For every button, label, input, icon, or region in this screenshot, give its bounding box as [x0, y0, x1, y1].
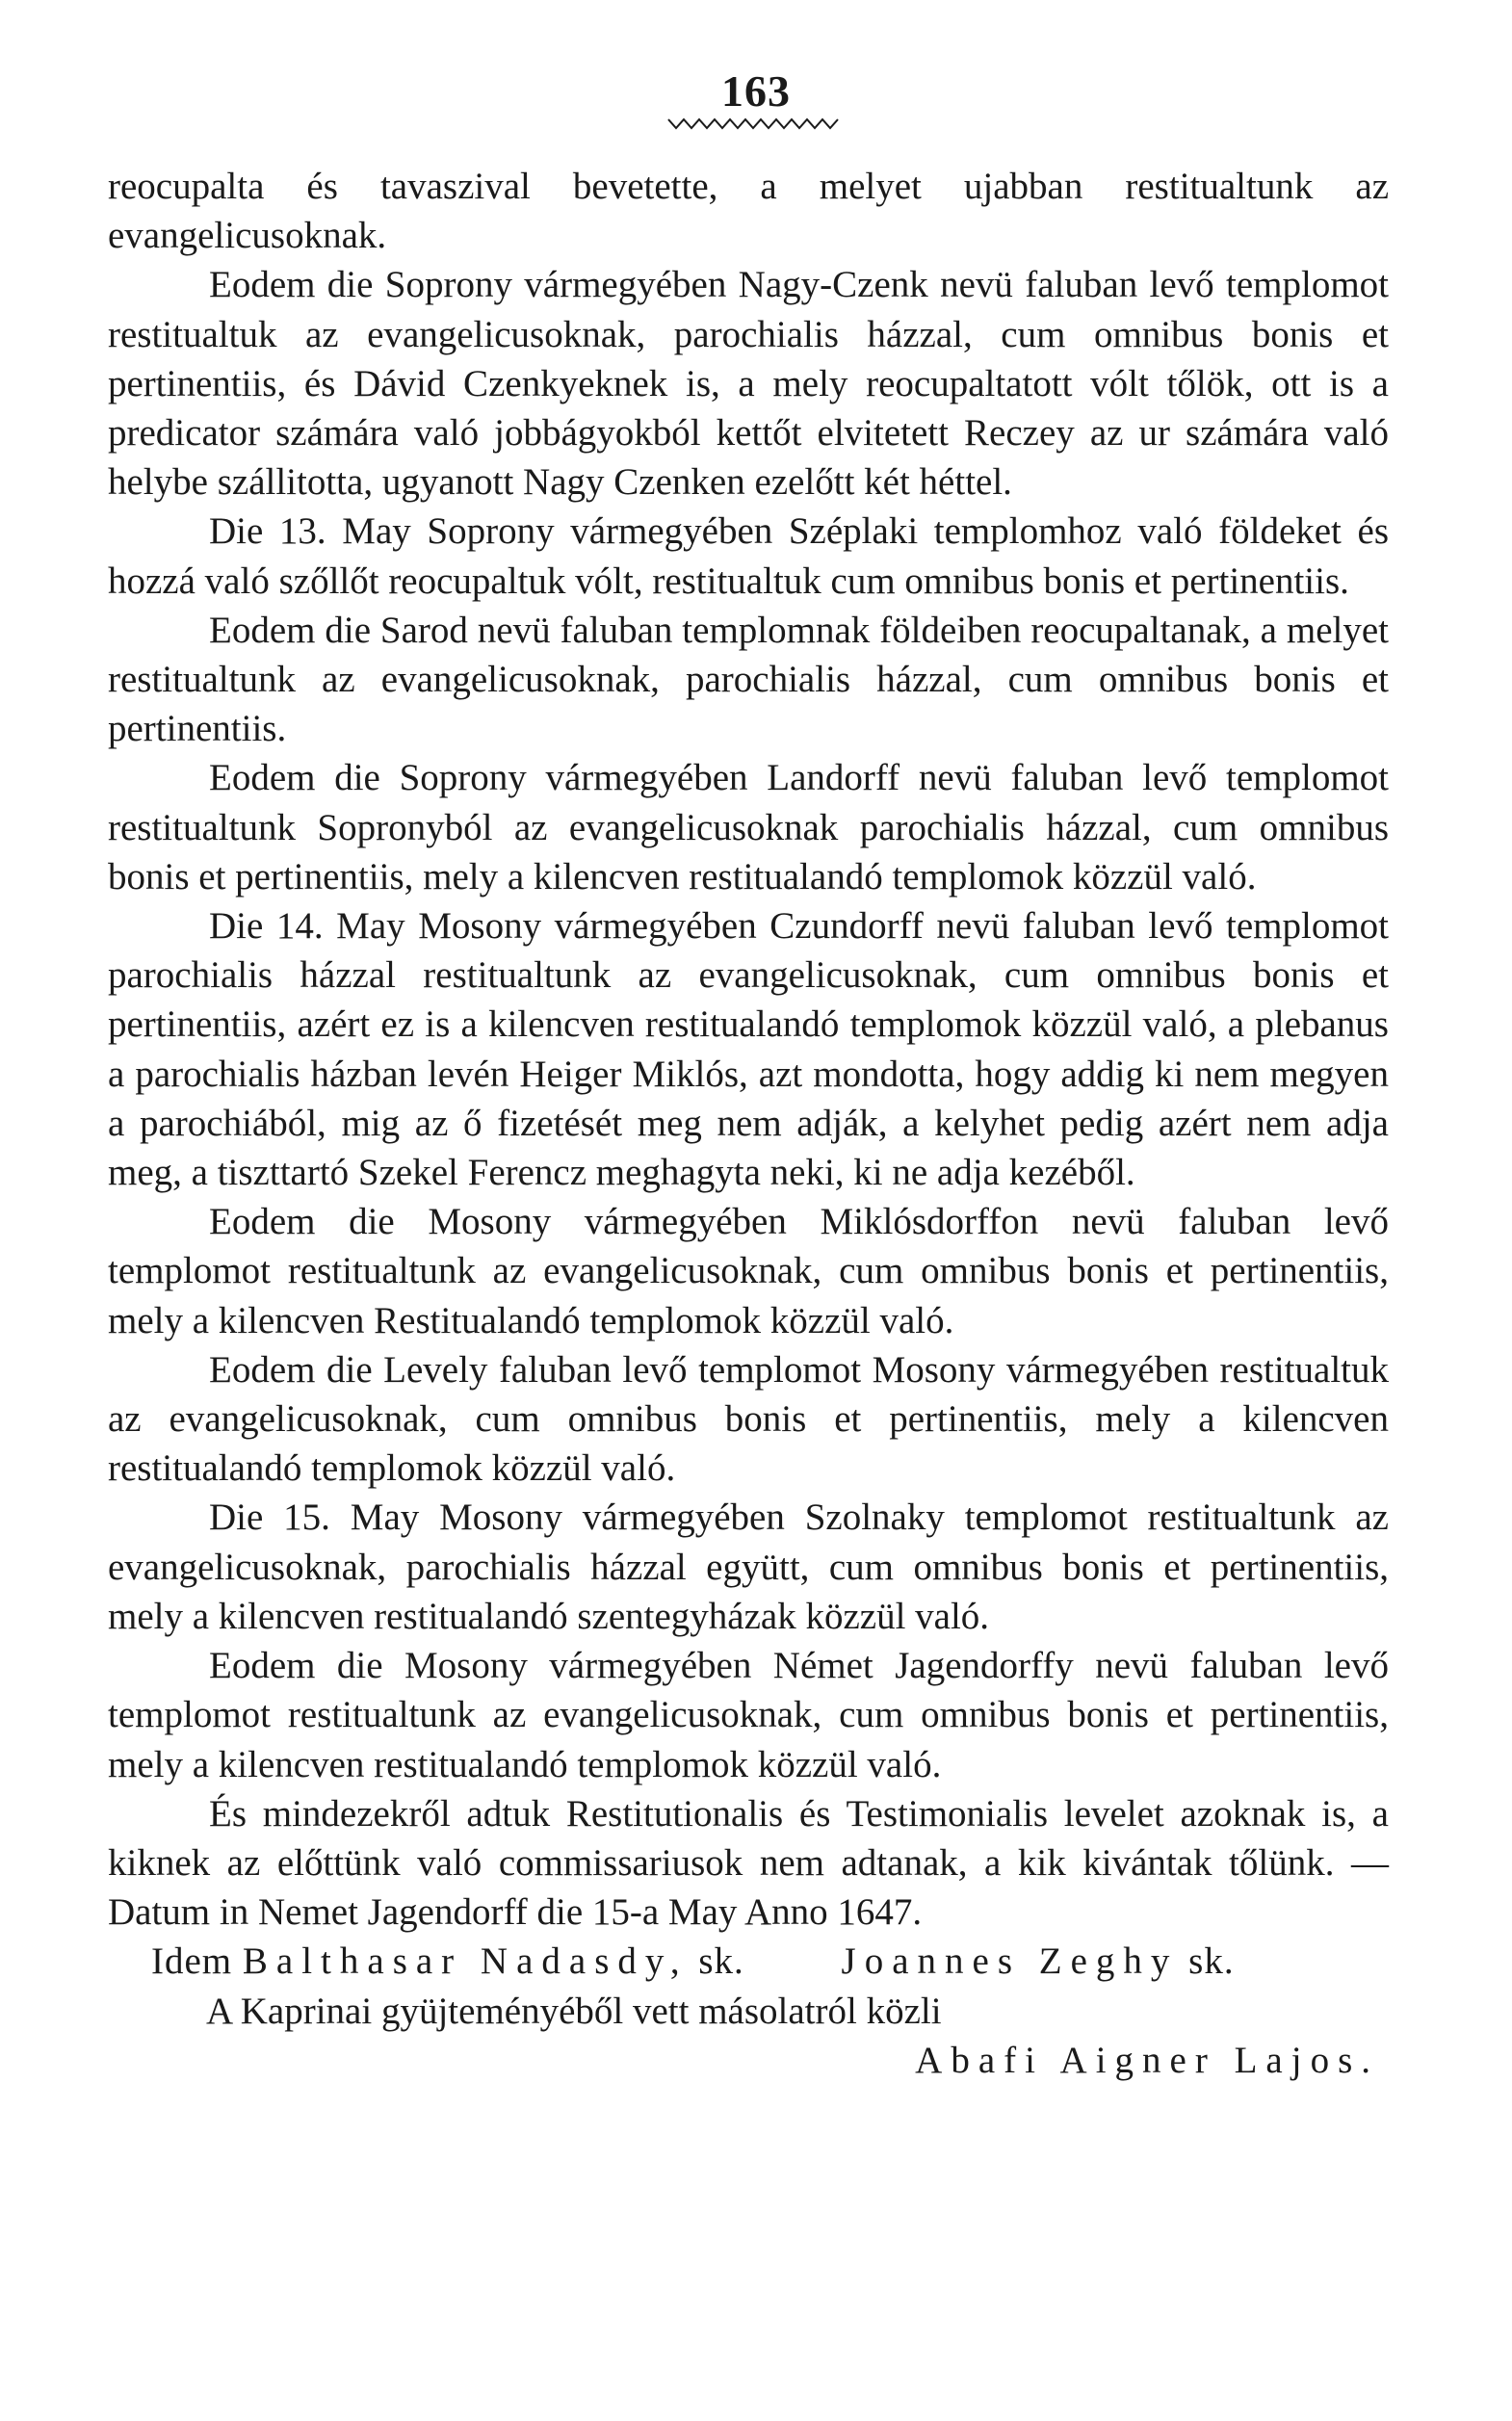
paragraph: Eodem die Levely faluban levő templomot Mosony vármegyében restitualtuk az evangelicusoknak, cum omnibus bonis et pertinentiis, mely a kilencven restitualandó templomok közzül való.: [108, 1348, 1389, 1490]
paragraph: Eodem die Mosony vármegyében Miklósdorffon nevü faluban levő templomot restitualtunk az evangelicusoknak, cum omnibus bonis et pertinentiis, mely a kilencven Restitualandó templomok közzül való.: [108, 1201, 1389, 1341]
signature-suffix: sk.: [698, 1940, 744, 1983]
paragraph: Die 15. May Mosony vármegyében Szolnaky templomot restitualtunk az evangelicusoknak, parochialis házzal együtt, cum omnibus bonis et pertinentiis, mely a kilencven restitualandó szentegyházak közzül való.: [108, 1497, 1389, 1637]
signature-prefix: Idem: [151, 1940, 233, 1983]
source-note: A Kaprinai gyüjteményéből vett másolatról közli: [206, 1990, 942, 2032]
paragraph: Eodem die Soprony vármegyében Nagy-Czenk nevü faluban levő templomot restitualtuk az evangelicusoknak, parochialis házzal, cum omnibus bonis et pertinentiis, és Dávid Czenkyeknek is, a mely reocupaltatott vólt tőlök, ott is a predicator számára való jobbágyokból kettőt elvitetett Reczey az ur számára való helybe szállitotta, ugyanott Nagy Czenken ezelőtt két héttel.: [108, 264, 1389, 504]
paragraph: reocupalta és tavaszival bevetette, a melyet ujabban restitualtunk az evangelicusoknak.: [108, 166, 1389, 257]
signature-name-zeghy: Joannes Zeghy: [841, 1940, 1179, 1983]
paragraph: Eodem die Mosony vármegyében Német Jagendorffy nevü faluban levő templomot restitualtunk az evangelicusoknak, cum omnibus bonis et pertinentiis, mely a kilencven restitualandó templomok közzül való.: [108, 1645, 1389, 1785]
signature-suffix: sk.: [1188, 1940, 1235, 1983]
author-credit: Abafi Aigner Lajos.: [915, 2039, 1379, 2081]
signature-line: [108, 1937, 1389, 1986]
document-body: [108, 162, 1389, 2085]
paragraph: Eodem die Soprony vármegyében Landorff nevü faluban levő templomot restitualtunk Sopronyból az evangelicusoknak parochialis házzal, cum omnibus bonis et pertinentiis, mely a kilencven restitualandó templomok közzül való.: [108, 757, 1389, 898]
paragraph: Die 13. May Soprony vármegyében Széplaki templomhoz való földeket és hozzá való szőllőt reocupaltuk vólt, restitualtuk cum omnibus bonis et pertinentiis.: [108, 510, 1389, 602]
paragraph: És mindezekről adtuk Restitutionalis és Testimonialis levelet azoknak is, a kiknek az előttünk való commissariusok nem adtanak, a kik kivántak tőlünk. — Datum in Nemet Jagendorff die 15-a May Anno 1647.: [108, 1792, 1389, 1934]
paragraph: Die 14. May Mosony vármegyében Czundorff nevü faluban levő templomot parochialis házzal restitualtunk az evangelicusoknak, cum omnibus bonis et pertinentiis, azért ez is a kilencven restitualandó templomok közzül való, a plebanus a parochialis házban levén Heiger Miklós, azt mondotta, hogy addig ki nem megyen a parochiából, mig az ő fizetését meg nem adják, a kelyhet pedig azért nem adja meg, a tiszttartó Szekel Ferencz meghagyta neki, ki ne adja kezéből.: [108, 905, 1389, 1194]
signature-name-nadasdy: Balthasar Nadasdy,: [242, 1940, 689, 1983]
paragraph: Eodem die Sarod nevü faluban templomnak földeiben reocupaltanak, a melyet restitualtunk az evangelicusoknak, parochialis házzal, cum omnibus bonis et pertinentiis.: [108, 609, 1389, 750]
page-number-ornament: [665, 114, 847, 135]
page-number: 163: [721, 66, 791, 116]
